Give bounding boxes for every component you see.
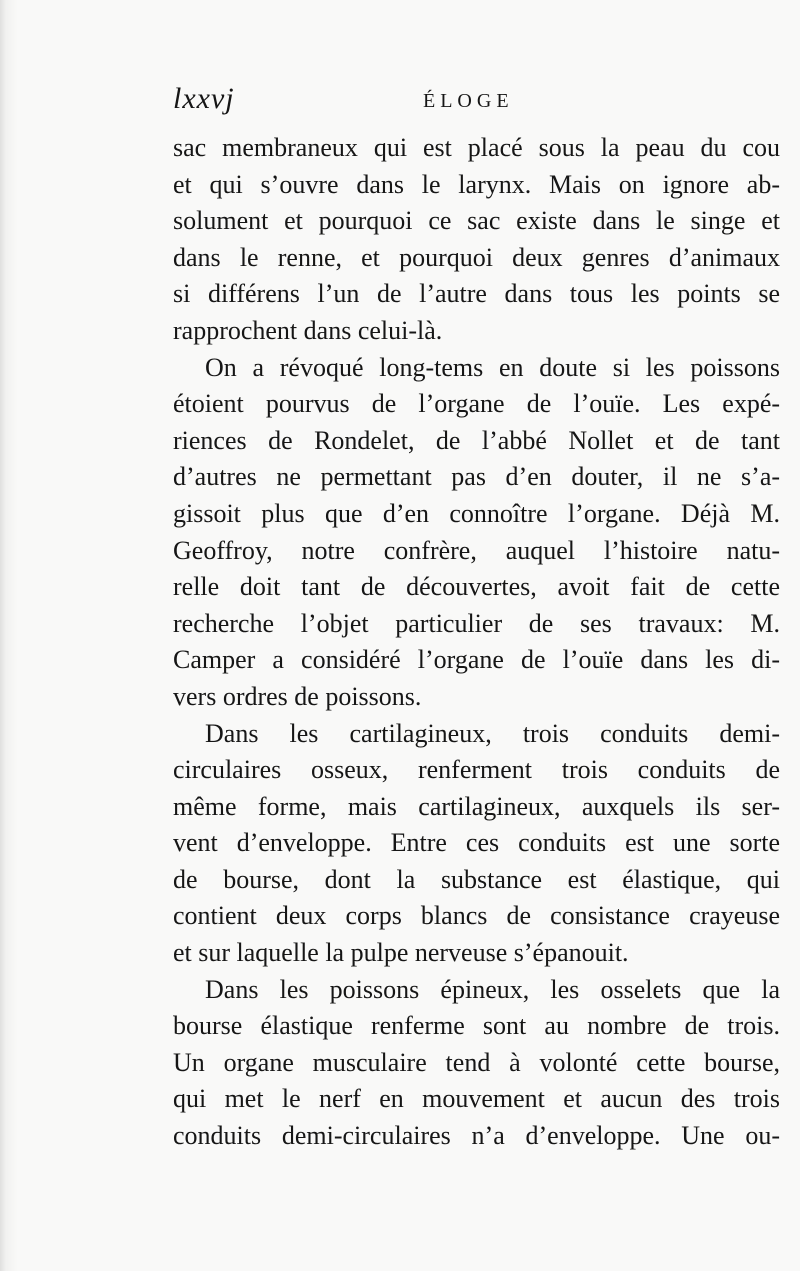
text-line: et sur laquelle la pulpe nerveuse s’épanouit. <box>173 938 629 968</box>
text-line: qui met le nerf en mouvement et aucun des trois <box>173 1084 780 1114</box>
text-line: sac membraneux qui est placé sous la peau du cou <box>173 133 780 162</box>
text-line: étoient pourvus de l’organe de l’ouïe. Les expé- <box>173 389 781 419</box>
text-line: vers ordres de poissons. <box>173 681 422 711</box>
text-line: riences de Rondelet, de l’abbé Nollet et de tant <box>173 425 780 455</box>
text-line: rapprochent dans celui-là. <box>173 315 443 345</box>
running-title: ÉLOGE <box>423 90 514 112</box>
text-line: relle doit tant de découvertes, avoit fait de cette <box>173 572 780 602</box>
running-head <box>0 82 800 122</box>
text-line: solument et pourquoi ce sac existe dans le singe et <box>173 206 780 236</box>
text-line: Camper a considéré l’organe de l’ouïe dans les di- <box>173 645 781 675</box>
text-line: circulaires osseux, renferment trois conduits de <box>173 755 781 785</box>
text-line: Geoffroy, notre confrère, auquel l’histoire natu- <box>173 535 780 565</box>
text-line: et qui s’ouvre dans le larynx. Mais on ignore ab- <box>173 169 780 199</box>
text-line: si différens l’un de l’autre dans tous les points se <box>173 279 781 309</box>
page-number: lxxvj <box>173 82 235 115</box>
text-line: de bourse, dont la substance est élastique, qui <box>173 864 780 894</box>
text-line: gissoit plus que d’en connoître l’organe. Déjà M. <box>173 498 780 528</box>
text-line: recherche l’objet particulier de ses travaux: M. <box>173 608 780 638</box>
text-line: bourse élastique renferme sont au nombre de trois. <box>173 1011 781 1041</box>
text-line: vent d’enveloppe. Entre ces conduits est une sorte <box>173 828 780 858</box>
text-line: conduits demi-circulaires n’a d’enveloppe. Une ou- <box>173 1121 780 1151</box>
text-line: même forme, mais cartilagineux, auxquels ils ser- <box>173 791 780 821</box>
text-line: dans le renne, et pourquoi deux genres d’animaux <box>173 242 781 272</box>
text-line: contient deux corps blancs de consistance crayeuse <box>173 901 781 931</box>
text-line: d’autres ne permettant pas d’en douter, il ne s’a- <box>173 462 781 492</box>
text-line: Dans les cartilagineux, trois conduits demi- <box>205 718 780 748</box>
text-line: On a révoqué long-tems en doute si les poissons <box>205 352 780 382</box>
body-text <box>173 130 780 1155</box>
text-line: Dans les poissons épineux, les osselets que la <box>205 974 781 1004</box>
text-line: Un organe musculaire tend à volonté cette bourse, <box>173 1047 780 1077</box>
